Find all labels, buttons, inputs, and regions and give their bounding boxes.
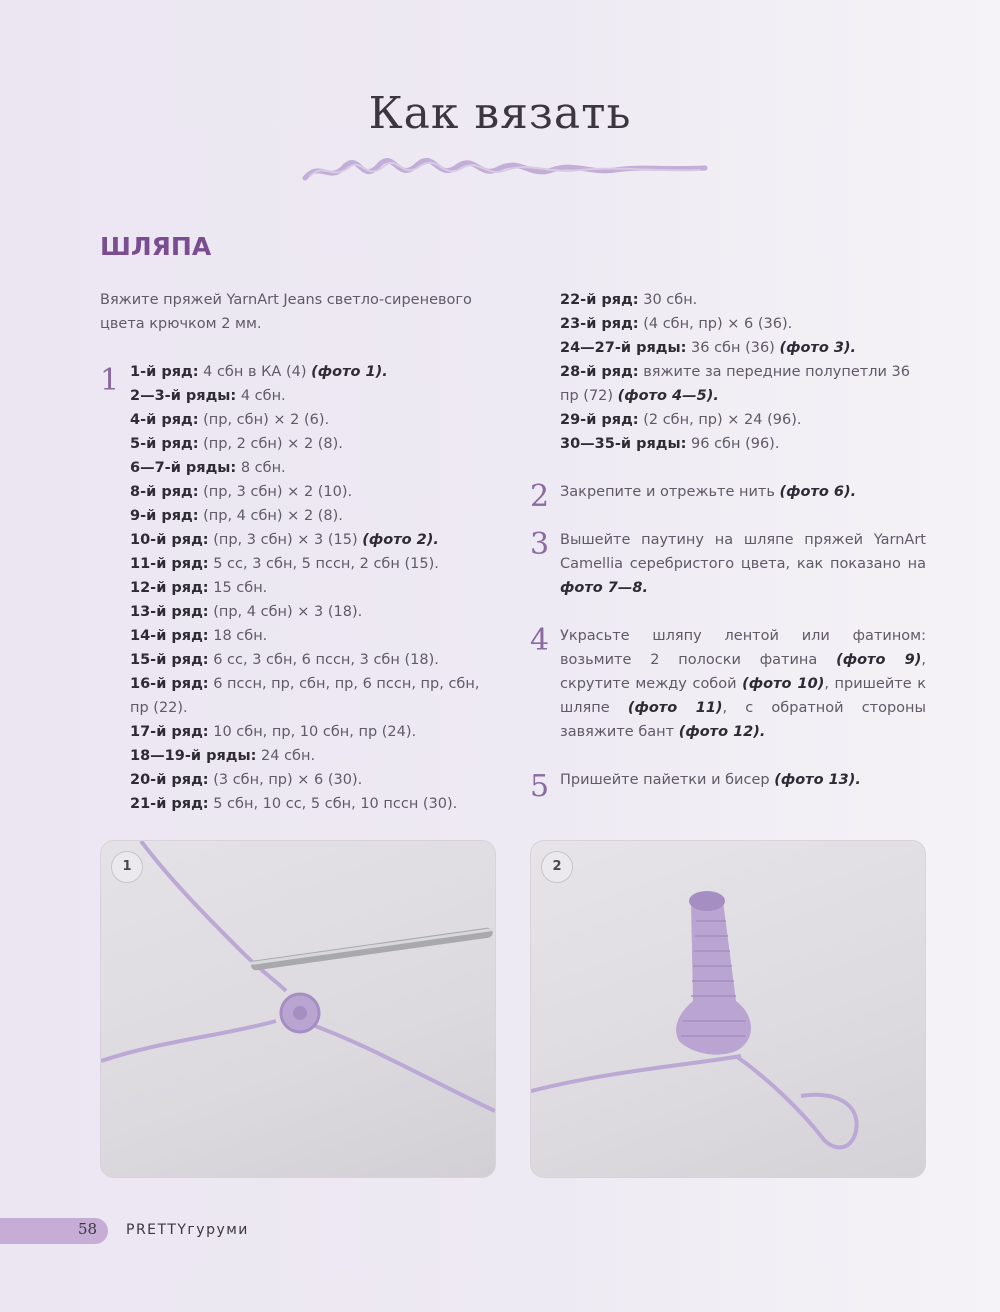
step-text-part: , с обратной стороны завяжите бант <box>560 700 926 740</box>
row-instruction: (пр, 4 сбн) × 3 (18). <box>208 604 363 620</box>
row-instruction: (пр, сбн) × 2 (6). <box>198 412 330 428</box>
section-title: ШЛЯПА <box>100 232 212 261</box>
photo-badge: 2 <box>541 851 573 883</box>
row-instruction: (пр, 4 сбн) × 2 (8). <box>198 508 343 524</box>
row-instruction: 4 сбн. <box>236 388 286 404</box>
row-instruction: 6 пссн, пр, сбн, пр, 6 пссн, пр, сбн, пр (22). <box>130 676 480 716</box>
pattern-row <box>130 672 500 720</box>
row-instruction: (пр, 3 сбн) × 2 (10). <box>198 484 353 500</box>
row-label: 11-й ряд: <box>130 556 209 572</box>
photo-reference: (фото 12). <box>678 724 766 740</box>
row-label: 10-й ряд: <box>130 532 209 548</box>
crochet-photo-illustration <box>531 841 925 1177</box>
pattern-row <box>560 336 930 360</box>
pattern-row <box>130 384 500 408</box>
pattern-row <box>130 744 500 768</box>
row-label: 29-й ряд: <box>560 412 639 428</box>
pattern-row <box>130 768 500 792</box>
row-instruction: 10 сбн, пр, 10 сбн, пр (24). <box>208 724 417 740</box>
pattern-row <box>130 480 500 504</box>
row-label: 24—27-й ряды: <box>560 340 687 356</box>
row-instruction: (2 сбн, пр) × 24 (96). <box>638 412 802 428</box>
row-label: 18—19-й ряды: <box>130 748 257 764</box>
row-label: 8-й ряд: <box>130 484 199 500</box>
step-text: Пришейте пайетки и бисер (фото 13). <box>560 772 861 788</box>
row-label: 6—7-й ряды: <box>130 460 237 476</box>
row-label: 12-й ряд: <box>130 580 209 596</box>
pattern-row <box>130 792 500 816</box>
row-instruction: 15 сбн. <box>208 580 268 596</box>
row-label: 20-й ряд: <box>130 772 209 788</box>
rows-list-right <box>560 288 930 456</box>
row-label: 1-й ряд: <box>130 364 199 380</box>
row-label: 5-й ряд: <box>130 436 199 452</box>
step-number: 4 <box>530 623 550 658</box>
pattern-row <box>560 360 930 408</box>
row-label: 9-й ряд: <box>130 508 199 524</box>
row-label: 22-й ряд: <box>560 292 639 308</box>
decorative-swash <box>300 150 710 190</box>
pattern-row <box>560 408 930 432</box>
row-instruction: вяжите за передние полупетли 36 пр (72) <box>560 364 910 404</box>
row-label: 21-й ряд: <box>130 796 209 812</box>
row-instruction: (3 сбн, пр) × 6 (30). <box>208 772 363 788</box>
row-instruction: 36 сбн (36) <box>686 340 780 356</box>
pattern-row <box>130 432 500 456</box>
row-instruction: (пр, 2 сбн) × 2 (8). <box>198 436 343 452</box>
row-instruction: (пр, 3 сбн) × 3 (15) <box>208 532 363 548</box>
row-label: 4-й ряд: <box>130 412 199 428</box>
row-photo-note: (фото 1). <box>311 364 388 380</box>
pattern-row <box>130 456 500 480</box>
row-instruction: 96 сбн (96). <box>686 436 780 452</box>
photo-badge: 1 <box>111 851 143 883</box>
row-label: 13-й ряд: <box>130 604 209 620</box>
rows-list-left <box>130 360 500 816</box>
row-instruction: 6 сс, 3 сбн, 6 пссн, 3 сбн (18). <box>208 652 439 668</box>
photo-reference: (фото 11) <box>627 700 723 716</box>
pattern-row <box>130 528 500 552</box>
photo-reference: (фото 10) <box>742 676 825 692</box>
row-instruction: 4 сбн в КА (4) <box>198 364 312 380</box>
page-number: 58 <box>78 1220 98 1238</box>
row-label: 16-й ряд: <box>130 676 209 692</box>
step-text: Закрепите и отрежьте нить (фото 6). <box>560 484 857 500</box>
step-number: 5 <box>530 769 550 804</box>
step-text-part: , пришейте к шляпе <box>560 676 926 716</box>
row-label: 30—35-й ряды: <box>560 436 687 452</box>
page-title: Как вязать <box>368 88 632 139</box>
row-instruction: (4 сбн, пр) × 6 (36). <box>638 316 793 332</box>
step-number: 3 <box>530 527 550 562</box>
row-label: 17-й ряд: <box>130 724 209 740</box>
pattern-row <box>130 360 500 384</box>
crochet-photo-illustration <box>101 841 495 1177</box>
step-text-part: , скрутите между собой <box>560 652 927 692</box>
row-instruction: 18 сбн. <box>208 628 268 644</box>
row-instruction: 5 сбн, 10 сс, 5 сбн, 10 пссн (30). <box>208 796 458 812</box>
row-instruction: 8 сбн. <box>236 460 286 476</box>
pattern-row <box>560 312 930 336</box>
step-text <box>560 624 926 744</box>
photo-2 <box>530 840 926 1178</box>
row-instruction: 30 сбн. <box>638 292 698 308</box>
pattern-row <box>130 504 500 528</box>
photo-reference: (фото 9) <box>836 652 922 668</box>
row-label: 28-й ряд: <box>560 364 639 380</box>
pattern-row <box>130 624 500 648</box>
intro-text: Вяжите пряжей YarnArt Jeans светло-сиреневого цвета крючком 2 мм. <box>100 292 472 332</box>
pattern-row <box>130 408 500 432</box>
row-instruction: 24 сбн. <box>256 748 316 764</box>
step-number: 1 <box>100 363 120 398</box>
photo-1 <box>100 840 496 1178</box>
pattern-row <box>130 720 500 744</box>
step-text: Вышейте паутину на шляпе пряжей YarnArt Camellia серебристого цвета, как показано на фото 7—8. <box>560 532 926 596</box>
pattern-row <box>560 288 930 312</box>
row-label: 23-й ряд: <box>560 316 639 332</box>
row-label: 15-й ряд: <box>130 652 209 668</box>
row-photo-note: (фото 3). <box>779 340 857 356</box>
pattern-row <box>130 648 500 672</box>
step-number: 2 <box>530 479 550 514</box>
row-photo-note: (фото 2). <box>362 532 439 548</box>
row-label: 14-й ряд: <box>130 628 209 644</box>
pattern-row <box>130 576 500 600</box>
pattern-row <box>560 432 930 456</box>
row-instruction: 5 сс, 3 сбн, 5 пссн, 2 сбн (15). <box>208 556 439 572</box>
pattern-row <box>130 552 500 576</box>
pattern-row <box>130 600 500 624</box>
magazine-brand: PRETTYгуруми <box>126 1222 249 1238</box>
row-photo-note: (фото 4—5). <box>617 388 719 404</box>
row-label: 2—3-й ряды: <box>130 388 237 404</box>
step-text-part: Украсьте шляпу лентой или фатином: возьмите 2 полоски фатина <box>560 628 926 668</box>
